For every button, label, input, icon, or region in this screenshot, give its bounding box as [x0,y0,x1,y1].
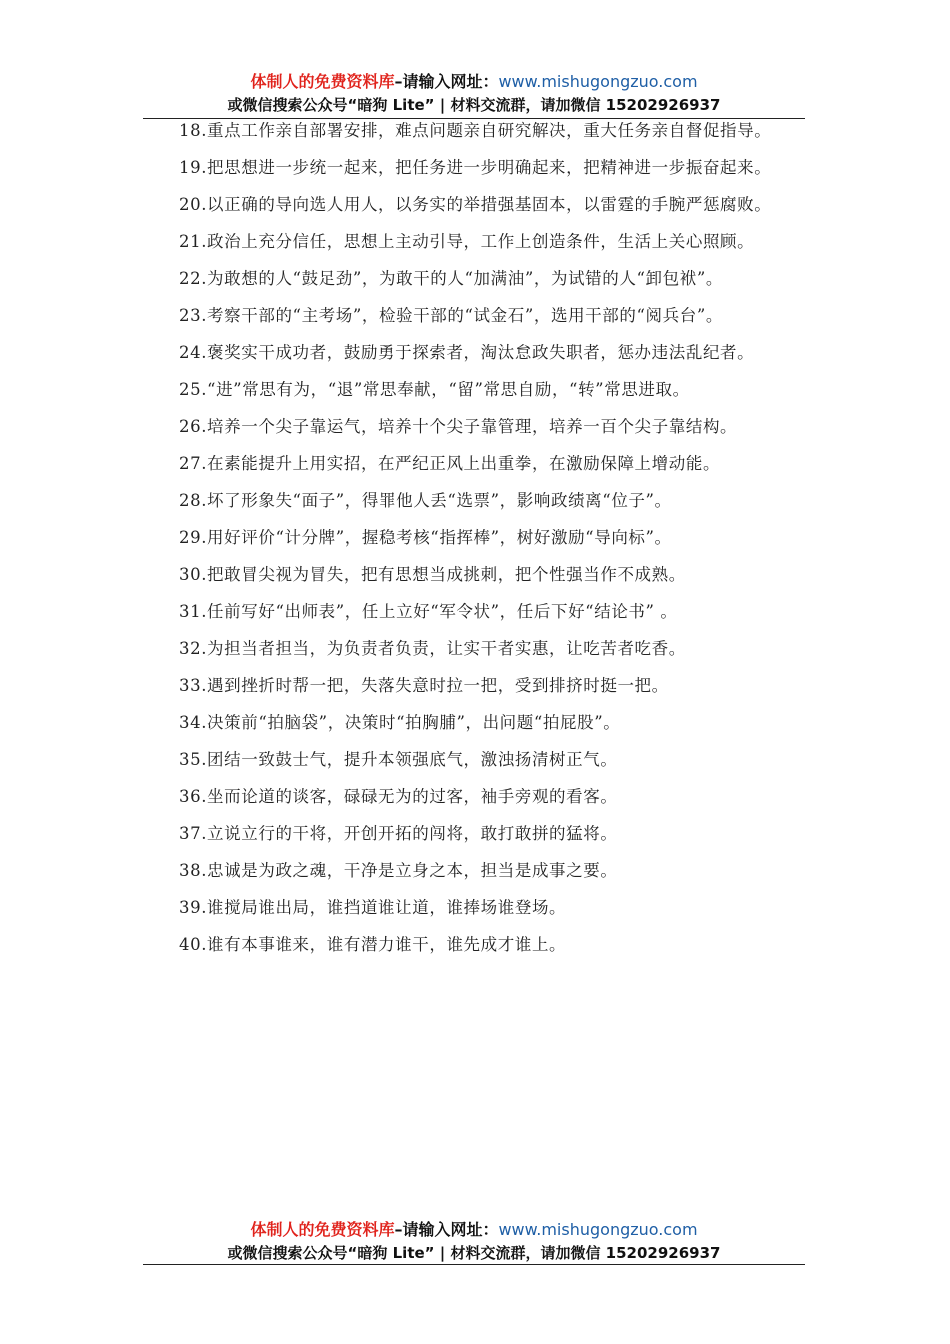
list-item: 24.褒奖实干成功者，鼓励勇于探索者，淘汰怠政失职者，惩办违法乱纪者。 [179,343,755,362]
list-item: 40.谁有本事谁来，谁有潜力谁干，谁先成才谁上。 [179,935,567,954]
list-item: 35.团结一致鼓士气，提升本领强底气，激浊扬清树正气。 [179,750,618,769]
footer-url-link[interactable]: www.mishugongzuo.com [498,1220,698,1239]
document-body [143,118,819,969]
list-item: 32.为担当者担当，为负责者负责，让实干者实惠，让吃苦者吃香。 [179,639,686,658]
footer-url-prompt: –请输入网址： [394,1220,499,1239]
header-line-2: 或微信搜索公众号“暗狗 Lite” | 材料交流群，请加微信 15202926937 [227,96,721,114]
list-item: 19.把思想进一步统一起来，把任务进一步明确起来，把精神进一步振奋起来。 [179,158,772,177]
footer-site-name: 体制人的免费资料库 [250,1220,395,1239]
footer-divider [143,1264,805,1265]
list-item: 23.考察干部的“主考场”，检验干部的“试金石”，选用干部的“阅兵台”。 [179,306,723,325]
header-site-name: 体制人的免费资料库 [250,72,395,91]
list-item: 26.培养一个尖子靠运气，培养十个尖子靠管理，培养一百个尖子靠结构。 [179,417,738,436]
footer-line-1 [143,1218,805,1242]
list-item: 36.坐而论道的谈客，碌碌无为的过客，袖手旁观的看客。 [179,787,618,806]
list-item: 38.忠诚是为政之魂，干净是立身之本，担当是成事之要。 [179,861,618,880]
list-item: 22.为敢想的人“鼓足劲”，为敢干的人“加满油”，为试错的人“卸包袱”。 [179,269,723,288]
list-item: 31.任前写好“出师表”，任上立好“军令状”，任后下好“结论书” 。 [179,602,678,621]
header-line-1 [143,70,805,94]
list-item: 37.立说立行的干将，开创开拓的闯将，敢打敢拼的猛将。 [179,824,618,843]
list-item: 27.在素能提升上用实招，在严纪正风上出重拳，在激励保障上增动能。 [179,454,721,473]
list-item: 33.遇到挫折时帮一把，失落失意时拉一把，受到排挤时挺一把。 [179,676,669,695]
list-item: 34.决策前“拍脑袋”，决策时“拍胸脯”，出问题“拍屁股”。 [179,713,621,732]
list-item: 18.重点工作亲自部署安排，难点问题亲自研究解决，重大任务亲自督促指导。 [179,121,772,140]
footer-line-2: 或微信搜索公众号“暗狗 Lite” | 材料交流群，请加微信 15202926937 [227,1244,721,1262]
page-footer [143,1218,805,1264]
list-item: 25.“进”常思有为，“退”常思奉献，“留”常思自励，“转”常思进取。 [179,380,690,399]
list-item: 39.谁搅局谁出局，谁挡道谁让道，谁捧场谁登场。 [179,898,567,917]
page-header [143,70,805,116]
list-item: 29.用好评价“计分牌”，握稳考核“指挥棒”，树好激励“导向标”。 [179,528,672,547]
header-url-link[interactable]: www.mishugongzuo.com [498,72,698,91]
list-item: 28.坏了形象失“面子”，得罪他人丢“选票”，影响政绩离“位子”。 [179,491,672,510]
header-url-prompt: –请输入网址： [394,72,499,91]
list-item: 30.把敢冒尖视为冒失，把有思想当成挑刺，把个性强当作不成熟。 [179,565,686,584]
list-item: 20.以正确的导向选人用人，以务实的举措强基固本，以雷霆的手腕严惩腐败。 [179,195,772,214]
list-item: 21.政治上充分信任，思想上主动引导，工作上创造条件，生活上关心照顾。 [179,232,755,251]
